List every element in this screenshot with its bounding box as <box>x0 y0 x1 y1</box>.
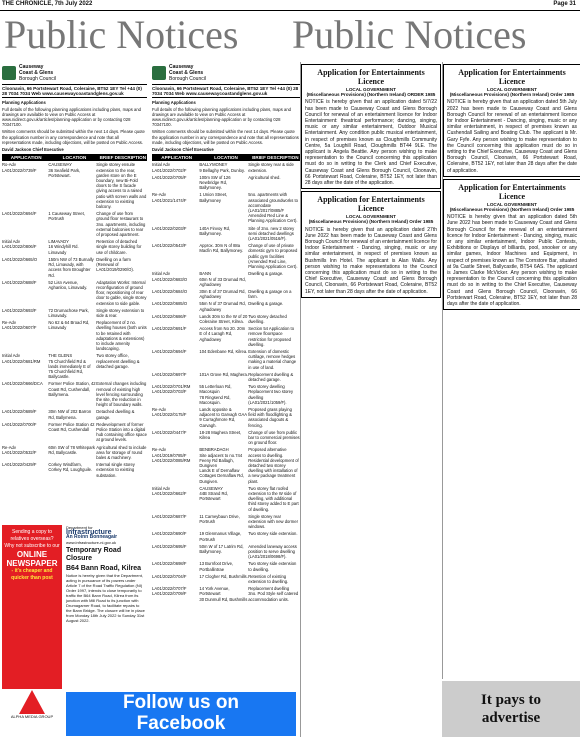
applications-table <box>152 162 300 601</box>
it-pays-to-advertise-ad: It pays to advertise <box>442 681 580 737</box>
council-crest-icon <box>2 66 16 80</box>
location: 18-28 Maghera Street, Kilrea <box>199 429 242 440</box>
application-number: LA01/2022/0707/F LA01/2022/0709/F <box>152 586 187 597</box>
application-number: Initial Adv LA01/2022/0662/F <box>152 485 187 497</box>
table-row <box>2 462 147 478</box>
licence-notice <box>443 64 580 177</box>
application-number: LA01/2022/0691/F <box>152 326 187 332</box>
table-row <box>2 257 147 278</box>
description: Two storey detached dwelling. <box>248 313 287 324</box>
planning-column-2 <box>152 62 300 737</box>
table-row <box>152 243 300 269</box>
location: 1 Causeway Street, Portrush <box>48 211 85 222</box>
application-number: Initial Adv LA01/2022/0702/F <box>152 162 187 173</box>
notice-title: Application for Entertainments Licence <box>458 68 566 86</box>
intro-text-2: Written comments should be submitted within the next 14 days. Please quote the application number in any correspondence and note that all representations made, including objections, will be posted on Public Access. <box>152 129 299 145</box>
page-number: Page 31 <box>553 1 576 7</box>
notice-title: Application for Entertainments Licence <box>317 68 425 86</box>
signatory: David Jackson Chief Executive <box>2 147 64 153</box>
location: Lands opposite & adjacent to Garvagh GAA 9 Curraghmore Rd, Garvagh. <box>199 406 247 428</box>
location: Lands 30m to the W of 20 Coleraine Street, Kilrea. <box>199 313 248 324</box>
application-number: Re-Adv LA01/2022/0532/F <box>2 444 37 455</box>
description: Retention of existing extension to dwelling. <box>248 573 289 585</box>
location: BANN 60m N of 33 Drumad Rd, Aghadowey <box>199 271 246 287</box>
table-row <box>2 409 147 419</box>
location: 13 Burnfoot Drive, Portballintrae <box>199 561 234 572</box>
location: 52 Lisn Avenue, Aghanloo, Limavady. <box>48 279 88 290</box>
page-title-right: Public Notices <box>292 12 527 57</box>
description: Replacement dwelling & detached garage. <box>248 371 294 382</box>
location: 50m W of 17 Latrim Rd, Ballymoney. <box>199 543 244 555</box>
table-row <box>152 289 300 299</box>
application-number: Re-Adv LA01/2022/0607/F <box>2 320 37 331</box>
description: Dwelling on a farm (Renewal of LA01/2019/0290/O). <box>96 256 134 273</box>
applications-table <box>2 162 147 477</box>
description: Replacement dwelling 3no. Pod Style self catered accommodation units. <box>248 586 299 602</box>
location: BALLYMONEY 9 Bellaghy Park, Dunloy. <box>199 162 245 173</box>
location: CAUSEWAY 36 Seafield Park, Portstewart. <box>48 162 81 178</box>
table-header: APPLICATION LOCATION BRIEF DESCRIPTION <box>152 154 300 161</box>
description: Adaptation Works: Internal reconfiguration of ground floor, repositioning of rear door to gable, single storey extension to side gable. <box>96 279 147 306</box>
application-number: LA01/2022/0695/F <box>152 543 187 549</box>
application-number: LA01/2022/0447/F <box>152 429 187 435</box>
location: 140A Finvoy Rd, Ballymoney. <box>199 225 231 236</box>
application-number: Re-Adv LA01/2019/0785/F LA01/2022/0085/RM <box>152 447 191 463</box>
description: External changes including removal of existing high level fencing surrounding the site, the reduction in height of boundary walls. <box>96 381 147 408</box>
council-address: Cloonavin, 66 Portstewart Road, Coleraine, BT52 1EY Tel +44 (0) 28 7034 7034 Web www.causewaycoastandglens.gov.uk <box>152 84 300 98</box>
location: 55m N of 37 Drumad Rd, Aghadowey <box>199 301 246 312</box>
table-row <box>152 531 300 541</box>
location: 17 Clogher Rd, Bushmills. <box>199 573 248 579</box>
location: 150m NW of 73 Burnally Rd, Limavady, with access from Broughter Rd. <box>48 256 94 278</box>
application-number: LA01/2022/0684/O <box>152 288 188 294</box>
notice-title: Application for Entertainments Licence <box>317 195 425 214</box>
notice-text: NOTICE is hereby given that an application dated 5th June 2022 has been made to Causeway Coast and Glens Borough Council for the renewal of an entertainment licence for Indoor Entertainment - Dancing, singing, music or any similar entertainment, Indoor Public Contests, Exhibitions or Displays of billiards, pool, snooker or any similar games, Indoor Machines and Equipment, in respect of premises known as The Cornstore Bar, situated at 9a Castle Street, Ballycastle, BT54 6AS. The applicant is James Clarke McVicker. Any person wishing to make representation to the Council concerning this application must do so in writing to the Chief Executive, Causeway Coast and Glens Borough Council, Cloonavin, 66 Portstewart Road, Coleraine, BT52 1EY, not later than 28 days after the date of application. <box>447 214 577 308</box>
description: 5no. apartments with associated groundworks to accomodate (LA01/2017/0885/F Amended Red Line & Planning Application Cert). <box>248 192 298 224</box>
table-row <box>2 308 147 318</box>
council-address: Cloonavin, 66 Portstewart Road, Coleraine, BT52 1EY Tel +44 (0) 28 7034 7034 Web www.causewaycoastandglens.gov.uk <box>2 84 147 98</box>
table-row <box>152 175 300 191</box>
table-row <box>2 162 147 209</box>
description: Change of use from ground floor restaurant to 3no. apartments, including external balconies to rear of proposed apartment. <box>96 211 146 238</box>
table-row <box>152 192 300 223</box>
description: Single storey ensuite extension to the rear, garden store on the E boundary, new Bi-Fold doors to the S facade giving access to a raised patio with screen walls and extension to existing balcony. <box>96 162 147 210</box>
description: Two storey office, replacement dwelling & detached garage. <box>96 353 140 369</box>
location: BENBRADAGH Site adjacent to no.744 Feeny Rd Ballagh, Dungiven Lands E of Dernaflaw Cottages Dernaflaw Rd, Dungiven. <box>199 447 244 484</box>
description: Change of use of private domestic gym to proposed public gym facilities (Amended Red Line, Planning Application Cert). <box>248 243 298 270</box>
signatory: David Jackson Chief Executive <box>152 147 214 153</box>
application-number: LA01/2022/0700/F <box>2 421 37 427</box>
description: Agricultural shed to include area for storage of round bales & machinery. <box>96 444 147 460</box>
intro-text: Full details of the following planning applications including plans, maps and drawings are available to view on Public Access at www.nidirect.gov.uk/articles/planning-application or by contacting 028 70347100. <box>2 106 141 128</box>
table-row <box>152 384 300 405</box>
application-number: LA01/2022/0690/F <box>152 531 187 537</box>
location: 14 York Avenue, Portstewart 30 Dunmull Rd, Bushmills <box>199 586 248 602</box>
table-row <box>152 301 300 311</box>
notice-title: Application for Entertainments Licence <box>458 182 566 201</box>
table-row <box>2 211 147 237</box>
table-row <box>2 445 147 461</box>
council-crest-icon <box>152 66 166 80</box>
location: LIMAVADY 16 Windyhill Rd. Limavady <box>48 239 79 255</box>
planning-column-1 <box>2 62 147 522</box>
description: Retention of detached single storey building for use of childcare. <box>96 239 142 255</box>
intro-text-2: Written comments should be submitted within the next 14 days. Please quote the application number in any correspondence and note that all representations made, including objections, will be posted on Public Access. <box>2 129 145 145</box>
application-number: Re-Adv LA01/2021/1474/F <box>152 192 187 203</box>
table-row <box>152 271 300 287</box>
council-logo: Causeway Coast & Glens Borough Council <box>2 64 147 82</box>
application-number: LA01/2022/0705/F <box>152 174 187 180</box>
application-number: LA01/2022/0203/F <box>152 225 187 231</box>
application-number: LA01/2022/0685/O <box>152 301 188 307</box>
application-number: LA01/2022/0543/F <box>152 243 187 249</box>
location: Former Police Station, 42 Coast Rd, Cushendall, Ballymena. <box>48 381 96 397</box>
location: Access from No 20. 20m E of 4 Laragh Rd, Aghadowey <box>199 326 246 342</box>
table-row <box>2 320 147 351</box>
notice-gov: LOCAL GOVERNMENT <box>487 201 537 207</box>
notice-order: (Miscellaneous Provisions) (Northern Ireland) Order 1985 <box>449 207 575 213</box>
table-row <box>152 544 300 560</box>
description: Proposed grass playing field with floodlighting & associated dugouts & fencing. <box>248 406 292 428</box>
table-row <box>2 381 147 407</box>
location: 100m SW of 126 Newbridge Rd, Ballymoney. <box>199 174 231 191</box>
licence-notice <box>301 191 441 298</box>
licence-column-4 <box>442 62 580 679</box>
notice-text: NOTICE is hereby given that an application dated 27th June 2022 has been made to Causeway Coast and Glens Borough Council for renewal of an entertainment licence for Indoor Entertainment - Dancing, singing, music or any similar entertainment, in respect of premises known as Bushmills Inn Hotel. The applicant is Alan Walls. Any person wishing to make representations to the Council concerning this application must do so in writing to the Chief Executive, Causeway Coast and Glens Borough Council, Cloonavin, 66 Portstewart Road, Coleraine, BT52 1EY, not later than 28 days after the date of application. <box>305 226 437 295</box>
notice-order: (Miscellaneous Provisions) (Northern Ireland) Order 1985 <box>449 92 575 98</box>
application-number: LA01/2022/0693/F <box>2 307 37 313</box>
application-number: LA01/2022/0701/RM LA01/2022/0703/F <box>152 384 191 395</box>
section-heading: Planning Applications <box>152 100 196 106</box>
location: 11 Carneybaun Drive, Portrush <box>199 513 240 525</box>
description: Detached dwelling & garage. <box>96 409 135 420</box>
licence-notice <box>301 64 441 189</box>
application-number: LA01/2022/0665/O <box>2 256 38 262</box>
description: Dwelling & garage. <box>248 271 284 277</box>
application-number: LA01/2022/0429/F <box>2 462 37 468</box>
table-row <box>2 353 147 379</box>
application-number: Initial Adv LA01/2022/0683/O <box>152 271 188 282</box>
table-row <box>2 422 147 443</box>
table-row <box>152 561 300 571</box>
application-number: Ro-Adv LA01/2022/0739/F <box>2 162 37 173</box>
description: Amended laneway access position to serve dwelling (LA01/2018/0698/F). <box>248 543 297 560</box>
application-number: LA01/2022/0688/F <box>2 279 37 285</box>
facebook-banner[interactable]: Follow us on Facebook <box>66 692 296 736</box>
table-row <box>2 280 147 306</box>
table-row <box>152 314 300 324</box>
table-row <box>152 162 300 172</box>
description: Two storey side extension. <box>248 531 298 537</box>
description: Replacement of 2 no. dwelling houses (both units to be retained with adaptations & extensions) to include amenity landscaping. <box>96 320 147 352</box>
description: Single storey rear extension with new dormer windows. <box>248 513 298 530</box>
publication-date: THE CHRONICLE, 7th July 2022 <box>2 1 93 7</box>
application-number: Re-Adv LA01/2022/0175/F <box>152 406 187 418</box>
online-newspaper-ad[interactable]: Sending a copy to relatives overseas? Why not subscribe to our ONLINE NEWSPAPER - it's cheaper and quicker than post <box>2 525 62 689</box>
location: No 62 & 64 Broad Rd, Limavady <box>48 320 90 331</box>
road-closure-notice: Department for Infrastructure An Roinn Bonneagair www.infrastructure-ni.gov.uk Temporary Road Closure B64 Bann Road, Kilrea Notice is hereby given that the Department, acting in pursuance of its powers under Article 7 of the Road Traffic Regulation (NI) Order 1997, intends to close temporarily to traffic the B64 Bann Road, Kilrea from its junction with Mill Road to its junction with Drumagarner Road, to facilitate repairs to the Bann Bridge. The closure will be in place from Monday 18th July 2022 to Sunday 31st August 2022. <box>66 525 145 623</box>
description: Single storey rear & side extension. <box>248 162 294 173</box>
description: Agricultural shed. <box>248 174 281 180</box>
description: Two storey side extension to dwelling. <box>248 561 297 572</box>
location: THE GLENS 75 Churchfield Rd & lands immediately E of 75 Churchfield Rd, Ballycastle. <box>48 353 91 380</box>
location: 60m SW of 78 Whitepark Rd, Ballycastle. <box>48 444 95 455</box>
notice-gov: LOCAL GOVERNMENT <box>346 87 396 92</box>
licence-column-3 <box>300 62 441 737</box>
location: 104 Edenbane Rd, Kilrea. <box>199 348 248 354</box>
application-number: Initial Adv LA01/2022/0681/RM <box>2 353 41 364</box>
location: CAUSEWAY 44B Strand Rd, Portstewart <box>199 485 228 502</box>
table-row <box>152 372 300 382</box>
table-row <box>152 486 300 512</box>
location: 101A Grove Rd, Maghera. <box>199 371 249 377</box>
location: Approx. 30m N of 88a Macfin Rd, Ballymoney. <box>199 243 244 254</box>
application-number: LA01/2022/0698/F <box>152 561 187 567</box>
alpha-logo-icon <box>19 690 45 714</box>
table-row <box>152 407 300 428</box>
application-number: Initial Adv LA01/2022/0806/F <box>2 239 37 250</box>
notice-order: (Miscellaneous Provisions) (Northern Ireland) Order 1985 <box>308 219 434 225</box>
description: Site of 2no. new 2 storey semi detached dwellings (LA01/2021/0516/F). <box>248 225 295 242</box>
location: Former Police Station 42 Coast Rd, Cushendall <box>48 421 95 432</box>
application-number: LA01/2022/0694/F <box>152 348 187 354</box>
location: 72 Drumachose Park, Limavady. <box>48 307 89 318</box>
alpha-media-logo: ALPHA MEDIA GROUP <box>2 690 62 735</box>
table-row <box>152 226 300 242</box>
description: Internal single storey extension to existing substation. <box>96 462 135 478</box>
location: 19 Glenmanus Village, Portrush <box>199 531 242 542</box>
table-row <box>152 349 300 370</box>
description: Change of use from public bar to commercial premises on ground floor. <box>248 429 300 446</box>
application-number: LA01/2022/0686/F <box>152 313 187 319</box>
table-row <box>152 514 300 530</box>
description: Extension of domestic curtilage, remove hedges making a material change in use of land. <box>248 348 297 370</box>
table-header: APPLICATION LOCATION BRIEF DESCRIPTION <box>2 154 147 161</box>
description: Section 54 Application to remove floorspace restriction for proposed dwelling. <box>248 326 295 347</box>
notice-text: NOTICE is hereby given that an application dated 5/7/22 has been made to Causeway Coast and Glens Borough Council for renewal of an entertainment licence for Indoor Entertainment: theatrical performance; dancing, singing, music or any similar entertainment, Outdoor Musical Entertainment. Any condition public musical entertainment, in respect of premises known as Cloughmills Community Centre, 5a Loughill Road, Cloughmills BT44 9LE. The applicant is Angela Beattie. Any person wishing to make representation to the Council concerning this application must do so in writing to the Clerk and Chief Executive, Causeway Coast and Glens Borough Council, Cloonavin, 66 Portstewart Road, Coleraine, BT52 1EY, not later than 28 days after the date of the application. <box>305 99 437 187</box>
location: Corkey Windfarm, Corkey Rd, Loughguile. <box>48 462 93 473</box>
description: Dwelling & garage. <box>248 301 284 307</box>
application-number: LA01/2022/0689/F <box>2 409 37 415</box>
application-number: LA01/2022/0697/F <box>152 371 187 377</box>
description: Two storey dwelling Replacement two storey dwelling (LA01/2021/1059/F). <box>248 384 294 405</box>
notice-order: (Miscellaneous Provisions) (Northern Ireland) ORDER 1985 <box>306 92 436 98</box>
location: 30m NW of 202 Barron Rd, Ballymena. <box>48 409 92 420</box>
description: Single storey extension to side & rear. <box>96 307 145 318</box>
table-row <box>2 239 147 255</box>
application-number: LA01/2022/0704/F <box>152 573 187 579</box>
table-row <box>152 447 300 483</box>
section-heading: Planning Applications <box>2 100 46 106</box>
location: 30m E of 37 Drumad Rd, Aghadowey <box>199 288 246 300</box>
application-number: LA01/2022/0694/F <box>2 211 37 217</box>
description: Dwelling & garage on a farm. <box>248 288 292 300</box>
intro-text: Full details of the following planning applications including plans, maps and drawings are available to view on Public Access at www.nidirect.gov.uk/articles/planning-application or by contacting 028 70347100. <box>152 106 291 128</box>
licence-notice <box>443 179 580 310</box>
council-logo: Causeway Coast & Glens Borough Council <box>152 64 300 82</box>
notice-gov: LOCAL GOVERNMENT <box>487 87 537 92</box>
table-row <box>152 586 300 602</box>
table-row <box>152 430 300 446</box>
notice-text: NOTICE is hereby given that an application dated 5th July 2022 has been made to Causeway Coast and Glens Borough Council for renewal of an entertainment licence for Indoor Entertainment - Dancing, singing, music or any similar entertainment, in respect of premises known as Cushendall Sailing and Boating Club. The applicant is Mr. Gary Fyfe. Any person wishing to make representation to the Council concerning this application must do so in writing to the Chief Executive, Causeway Coast and Glens Borough Council, Cloonavin, 66 Portstewart Road, Coleraine, BT52 1EY, not later than 28 days after the date of application. <box>447 99 577 174</box>
table-row <box>152 326 300 347</box>
description: Proposed alternative access to dwelling. Residential development of detached two storey dwelling with installation of a new package treatment plant. <box>248 447 299 484</box>
application-number: LA01/2022/0666/DCA <box>2 381 43 387</box>
location: 55 Letterloan Rd, Macosquin 78 Ringsend Rd, Macosquin. <box>199 384 232 405</box>
description: Redevelopment of former Police Station into a digital hub containing office space at ground levels. <box>96 421 147 443</box>
application-number: LA01/2022/0687/F <box>152 513 187 519</box>
description: Two storey flat roofed extension to the W side of dwelling, with additional third storey added to E part of dwelling. <box>248 485 299 512</box>
table-row <box>152 574 300 584</box>
page-title-left: Public Notices <box>4 12 239 57</box>
location: 1 Union Street, Ballymoney <box>199 192 228 203</box>
notice-gov: LOCAL GOVERNMENT <box>346 214 396 220</box>
